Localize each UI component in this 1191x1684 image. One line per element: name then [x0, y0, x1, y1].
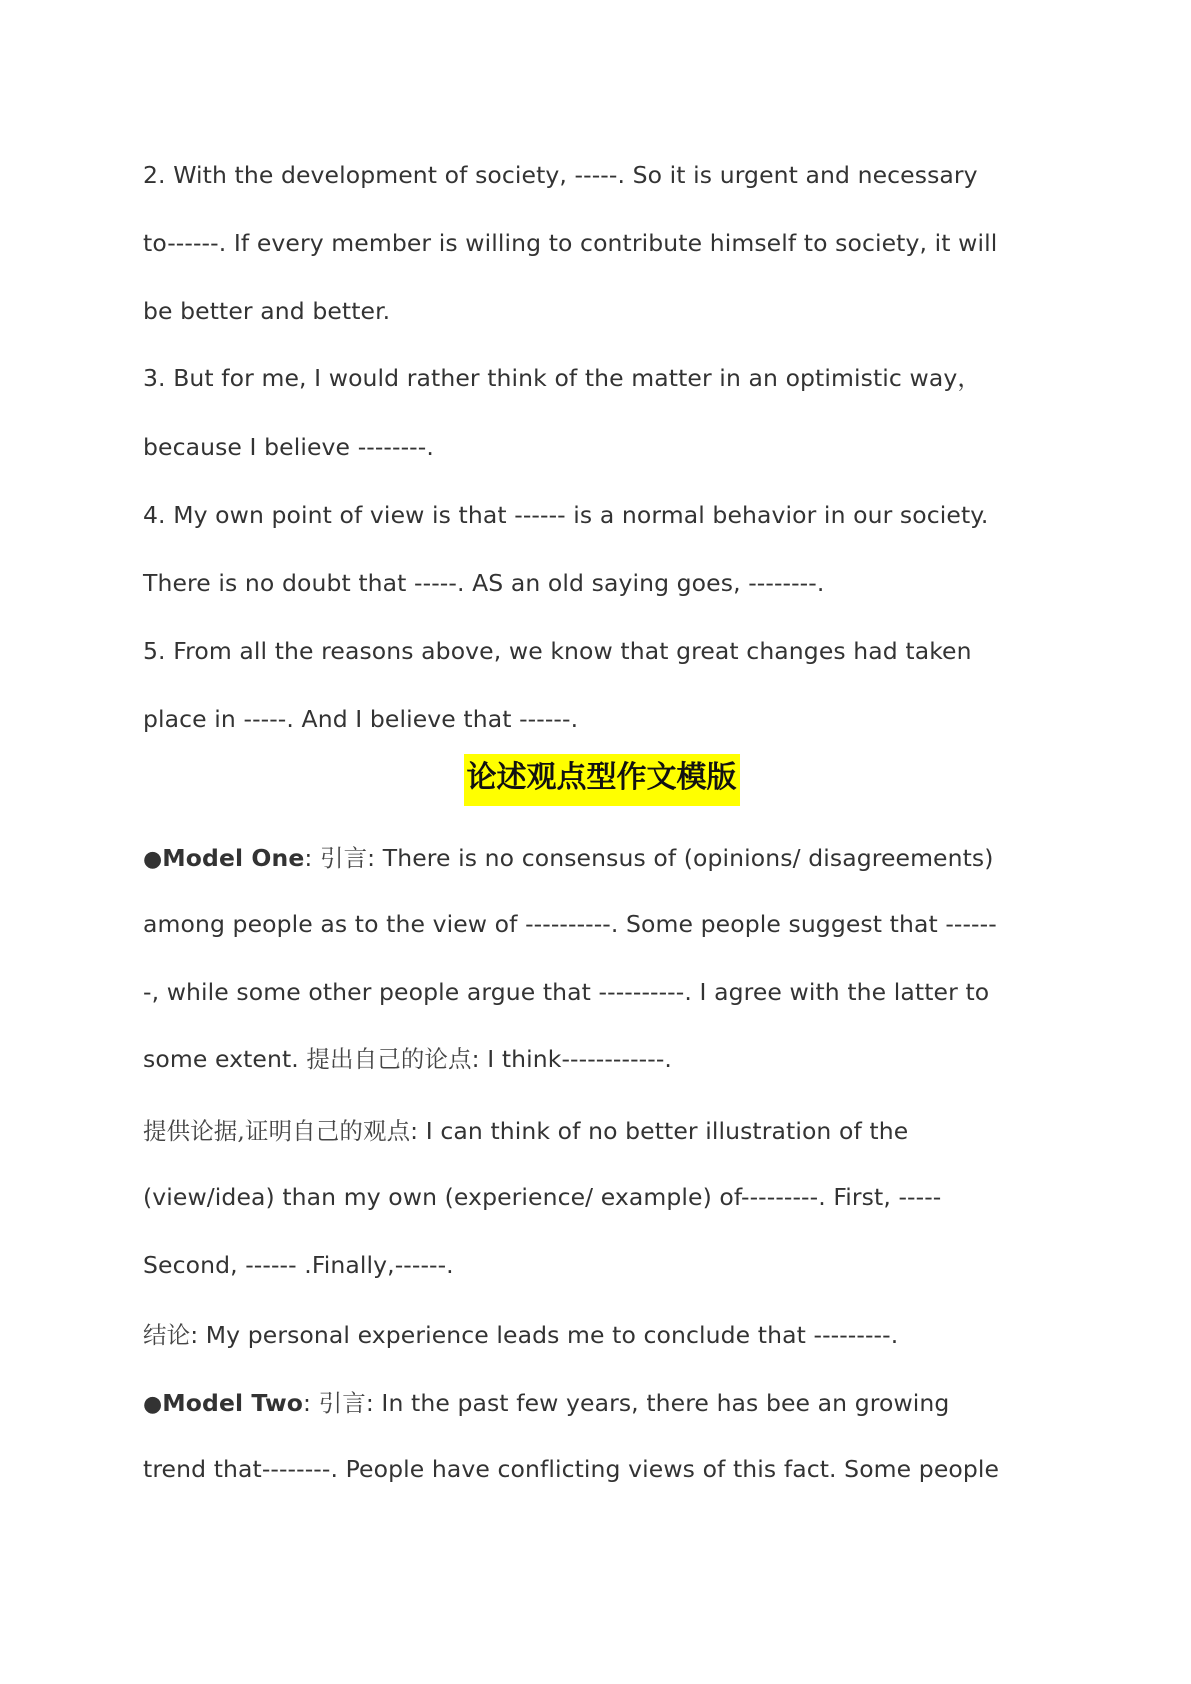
paragraph-4-line-1: 4. My own point of view is that ------ is a normal behavior in our society.	[143, 501, 989, 529]
model-two-line-1-text: : In the past few years, there has bee an growing	[365, 1389, 950, 1417]
paragraph-3-line-2: because I believe --------.	[143, 433, 434, 461]
model-two-line-2: trend that--------. People have conflicting views of this fact. Some people	[143, 1455, 1000, 1483]
model-one-line-7: Second, ------ .Finally,------.	[143, 1251, 454, 1279]
model-one-line-6: (view/idea) than my own (experience/ example) of---------. First, -----	[143, 1183, 942, 1211]
model-two-line-1	[143, 1388, 949, 1420]
paragraph-4-line-2: There is no doubt that -----. AS an old saying goes, --------.	[143, 569, 825, 597]
paragraph-2-line-3: be better and better.	[143, 297, 391, 325]
model-one-line-1-text: : There is no consensus of (opinions/ disagreements)	[367, 844, 994, 872]
model-one-point-label: 提出自己的论点	[306, 1045, 472, 1073]
paragraph-2-line-2: to------. If every member is willing to contribute himself to society, it will	[143, 229, 998, 257]
paragraph-5-line-2: place in -----. And I believe that ------.	[143, 705, 579, 733]
model-one-line-3: -, while some other people argue that ----------. I agree with the latter to	[143, 978, 990, 1006]
model-one-line-8	[143, 1320, 898, 1350]
paragraph-2-line-1: 2. With the development of society, -----. So it is urgent and necessary	[143, 161, 978, 189]
model-one-line-5	[143, 1116, 908, 1146]
model-one-line-4-rest: : I think------------.	[471, 1045, 672, 1073]
model-one-evidence-label: 提供论据,证明自己的观点	[143, 1117, 411, 1145]
section-heading: 论述观点型作文模版	[464, 754, 740, 806]
model-one-line-8-rest: : My personal experience leads me to conclude that ---------.	[190, 1321, 899, 1349]
section-heading-wrap	[0, 754, 1191, 806]
paragraph-3-line-1: 3. But for me, I would rather think of the matter in an optimistic way，	[143, 364, 981, 392]
model-one-line-5-rest: : I can think of no better illustration of the	[410, 1117, 909, 1145]
model-one-title: Model One	[162, 844, 305, 872]
bullet-icon: ●	[143, 1392, 163, 1417]
model-one-line-2: among people as to the view of ----------. Some people suggest that ------	[143, 910, 997, 938]
model-two-intro-label: 引言	[318, 1389, 366, 1417]
model-one-line-1	[143, 843, 994, 875]
model-one-line-4	[143, 1044, 672, 1074]
model-one-intro-label: 引言	[319, 844, 368, 872]
model-one-colon: :	[304, 844, 320, 872]
bullet-icon: ●	[143, 847, 163, 872]
paragraph-5-line-1: 5. From all the reasons above, we know that great changes had taken	[143, 637, 972, 665]
model-two-colon: :	[303, 1389, 319, 1417]
model-one-conclusion-label: 结论	[143, 1321, 191, 1349]
model-one-line-4-text: some extent.	[143, 1045, 307, 1073]
model-two-title: Model Two	[162, 1389, 304, 1417]
